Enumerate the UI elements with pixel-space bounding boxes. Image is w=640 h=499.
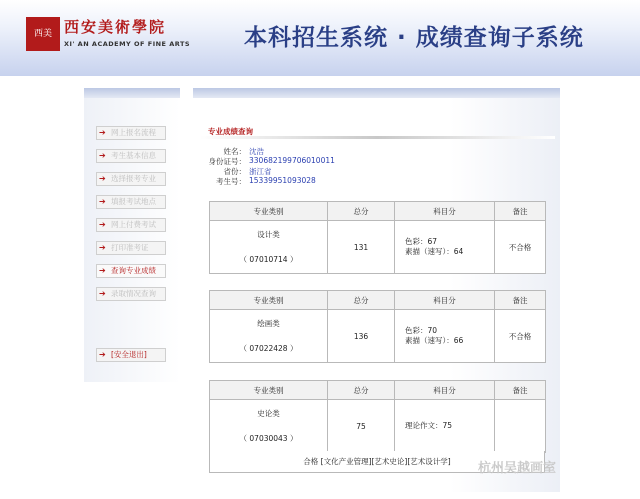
subject-score: 色彩：67: [405, 237, 438, 246]
sidebar-item-label: 选择报考专业: [111, 174, 156, 183]
info-label: 考生号：: [216, 177, 246, 186]
academy-logo-seal: 西美: [26, 17, 60, 51]
sidebar-item-label: 打印准考证: [111, 243, 149, 252]
column-header: 备注: [495, 291, 546, 310]
category-code: （ 07010714 ）: [239, 255, 298, 264]
subject-score: 理论作文：75: [405, 421, 453, 430]
sidebar-item-basic-info[interactable]: [96, 149, 166, 163]
arrow-icon: ➔: [99, 128, 106, 137]
table-row: [210, 400, 546, 453]
column-header: 专业类别: [210, 202, 328, 221]
category-cell: [210, 310, 328, 363]
column-header: 科目分: [395, 381, 495, 400]
sidebar-item-label: 考生基本信息: [111, 151, 156, 160]
remark: 不合格: [495, 310, 546, 363]
column-header: 专业类别: [210, 381, 328, 400]
academy-logo-english: XI' AN ACADEMY OF FINE ARTS: [64, 40, 191, 48]
column-header: 科目分: [395, 291, 495, 310]
sidebar-item-select-major[interactable]: [96, 172, 166, 186]
sidebar-item-label: 网上报名流程: [111, 128, 156, 137]
sidebar-item-label: 网上付费考试: [111, 220, 156, 229]
subject-score: 素描（速写）：64: [405, 247, 464, 256]
sidebar-header-bar: [84, 88, 180, 98]
remark: [495, 400, 546, 453]
subject-scores: [395, 221, 495, 274]
table-row: [210, 310, 546, 363]
arrow-icon: ➔: [99, 266, 106, 275]
score-table: [209, 290, 546, 363]
header-banner: [0, 0, 640, 76]
score-table: [209, 201, 546, 274]
remark: 不合格: [495, 221, 546, 274]
category-name: 绘画类: [257, 319, 280, 328]
subject-score: 素描（速写）：66: [405, 336, 464, 345]
sidebar-item-label: 填报考试地点: [111, 197, 156, 206]
column-header: 专业类别: [210, 291, 328, 310]
subject-scores: [395, 400, 495, 453]
page-title: 本科招生系统 · 成绩查询子系统: [244, 25, 584, 51]
watermark: 杭州吴越画室: [478, 461, 557, 476]
sidebar-item-online-payment[interactable]: [96, 218, 166, 232]
arrow-icon: ➔: [99, 243, 106, 252]
sidebar-item-label: 录取情况查询: [111, 289, 156, 298]
column-header: 备注: [495, 381, 546, 400]
category-name: 史论类: [257, 409, 280, 418]
academy-logo-name: 西安美術學院: [64, 18, 167, 36]
info-value: 浙江省: [249, 167, 272, 176]
section-title: 专业成绩查询: [208, 127, 253, 136]
total-score: 131: [328, 221, 395, 274]
section-divider: [200, 136, 555, 139]
column-header: 总分: [328, 202, 395, 221]
total-score: 75: [328, 400, 395, 453]
info-label: 姓名：: [223, 147, 246, 156]
arrow-icon: ➔: [99, 289, 106, 298]
info-label: 省份：: [223, 167, 246, 176]
category-code: （ 07022428 ）: [239, 344, 298, 353]
column-header: 科目分: [395, 202, 495, 221]
subject-scores: [395, 310, 495, 363]
sidebar-item-print-admission[interactable]: [96, 241, 166, 255]
total-score: 136: [328, 310, 395, 363]
arrow-icon: ➔: [99, 151, 106, 160]
subject-score: 色彩：70: [405, 326, 438, 335]
info-value: 15339951093028: [249, 176, 316, 185]
category-cell: [210, 221, 328, 274]
sidebar-item-label: 查询专业成绩: [111, 266, 156, 275]
sidebar-item-admission-status[interactable]: [96, 287, 166, 301]
table-row: [210, 221, 546, 274]
category-cell: [210, 400, 328, 453]
logout-label: [安全退出]: [111, 350, 147, 359]
main-header-bar: [193, 88, 560, 98]
score-table: [209, 380, 546, 453]
category-name: 设计类: [257, 230, 280, 239]
sidebar-item-registration-process[interactable]: [96, 126, 166, 140]
sidebar-item-exam-location[interactable]: [96, 195, 166, 209]
info-value: 沈浩: [249, 147, 264, 156]
sidebar-item-query-scores[interactable]: [96, 264, 166, 278]
category-code: （ 07030043 ）: [239, 434, 298, 443]
arrow-icon: ➔: [99, 197, 106, 206]
info-value: 330682199706010011: [249, 156, 335, 165]
column-header: 备注: [495, 202, 546, 221]
arrow-icon: ➔: [99, 174, 106, 183]
arrow-icon: ➔: [99, 220, 106, 229]
logout-button[interactable]: [96, 348, 166, 362]
column-header: 总分: [328, 291, 395, 310]
arrow-icon: ➔: [99, 350, 106, 359]
info-label: 身份证号：: [208, 157, 246, 166]
column-header: 总分: [328, 381, 395, 400]
qualified-majors: 合格 [文化产业管理][艺术史论][艺术设计学]: [209, 451, 545, 473]
